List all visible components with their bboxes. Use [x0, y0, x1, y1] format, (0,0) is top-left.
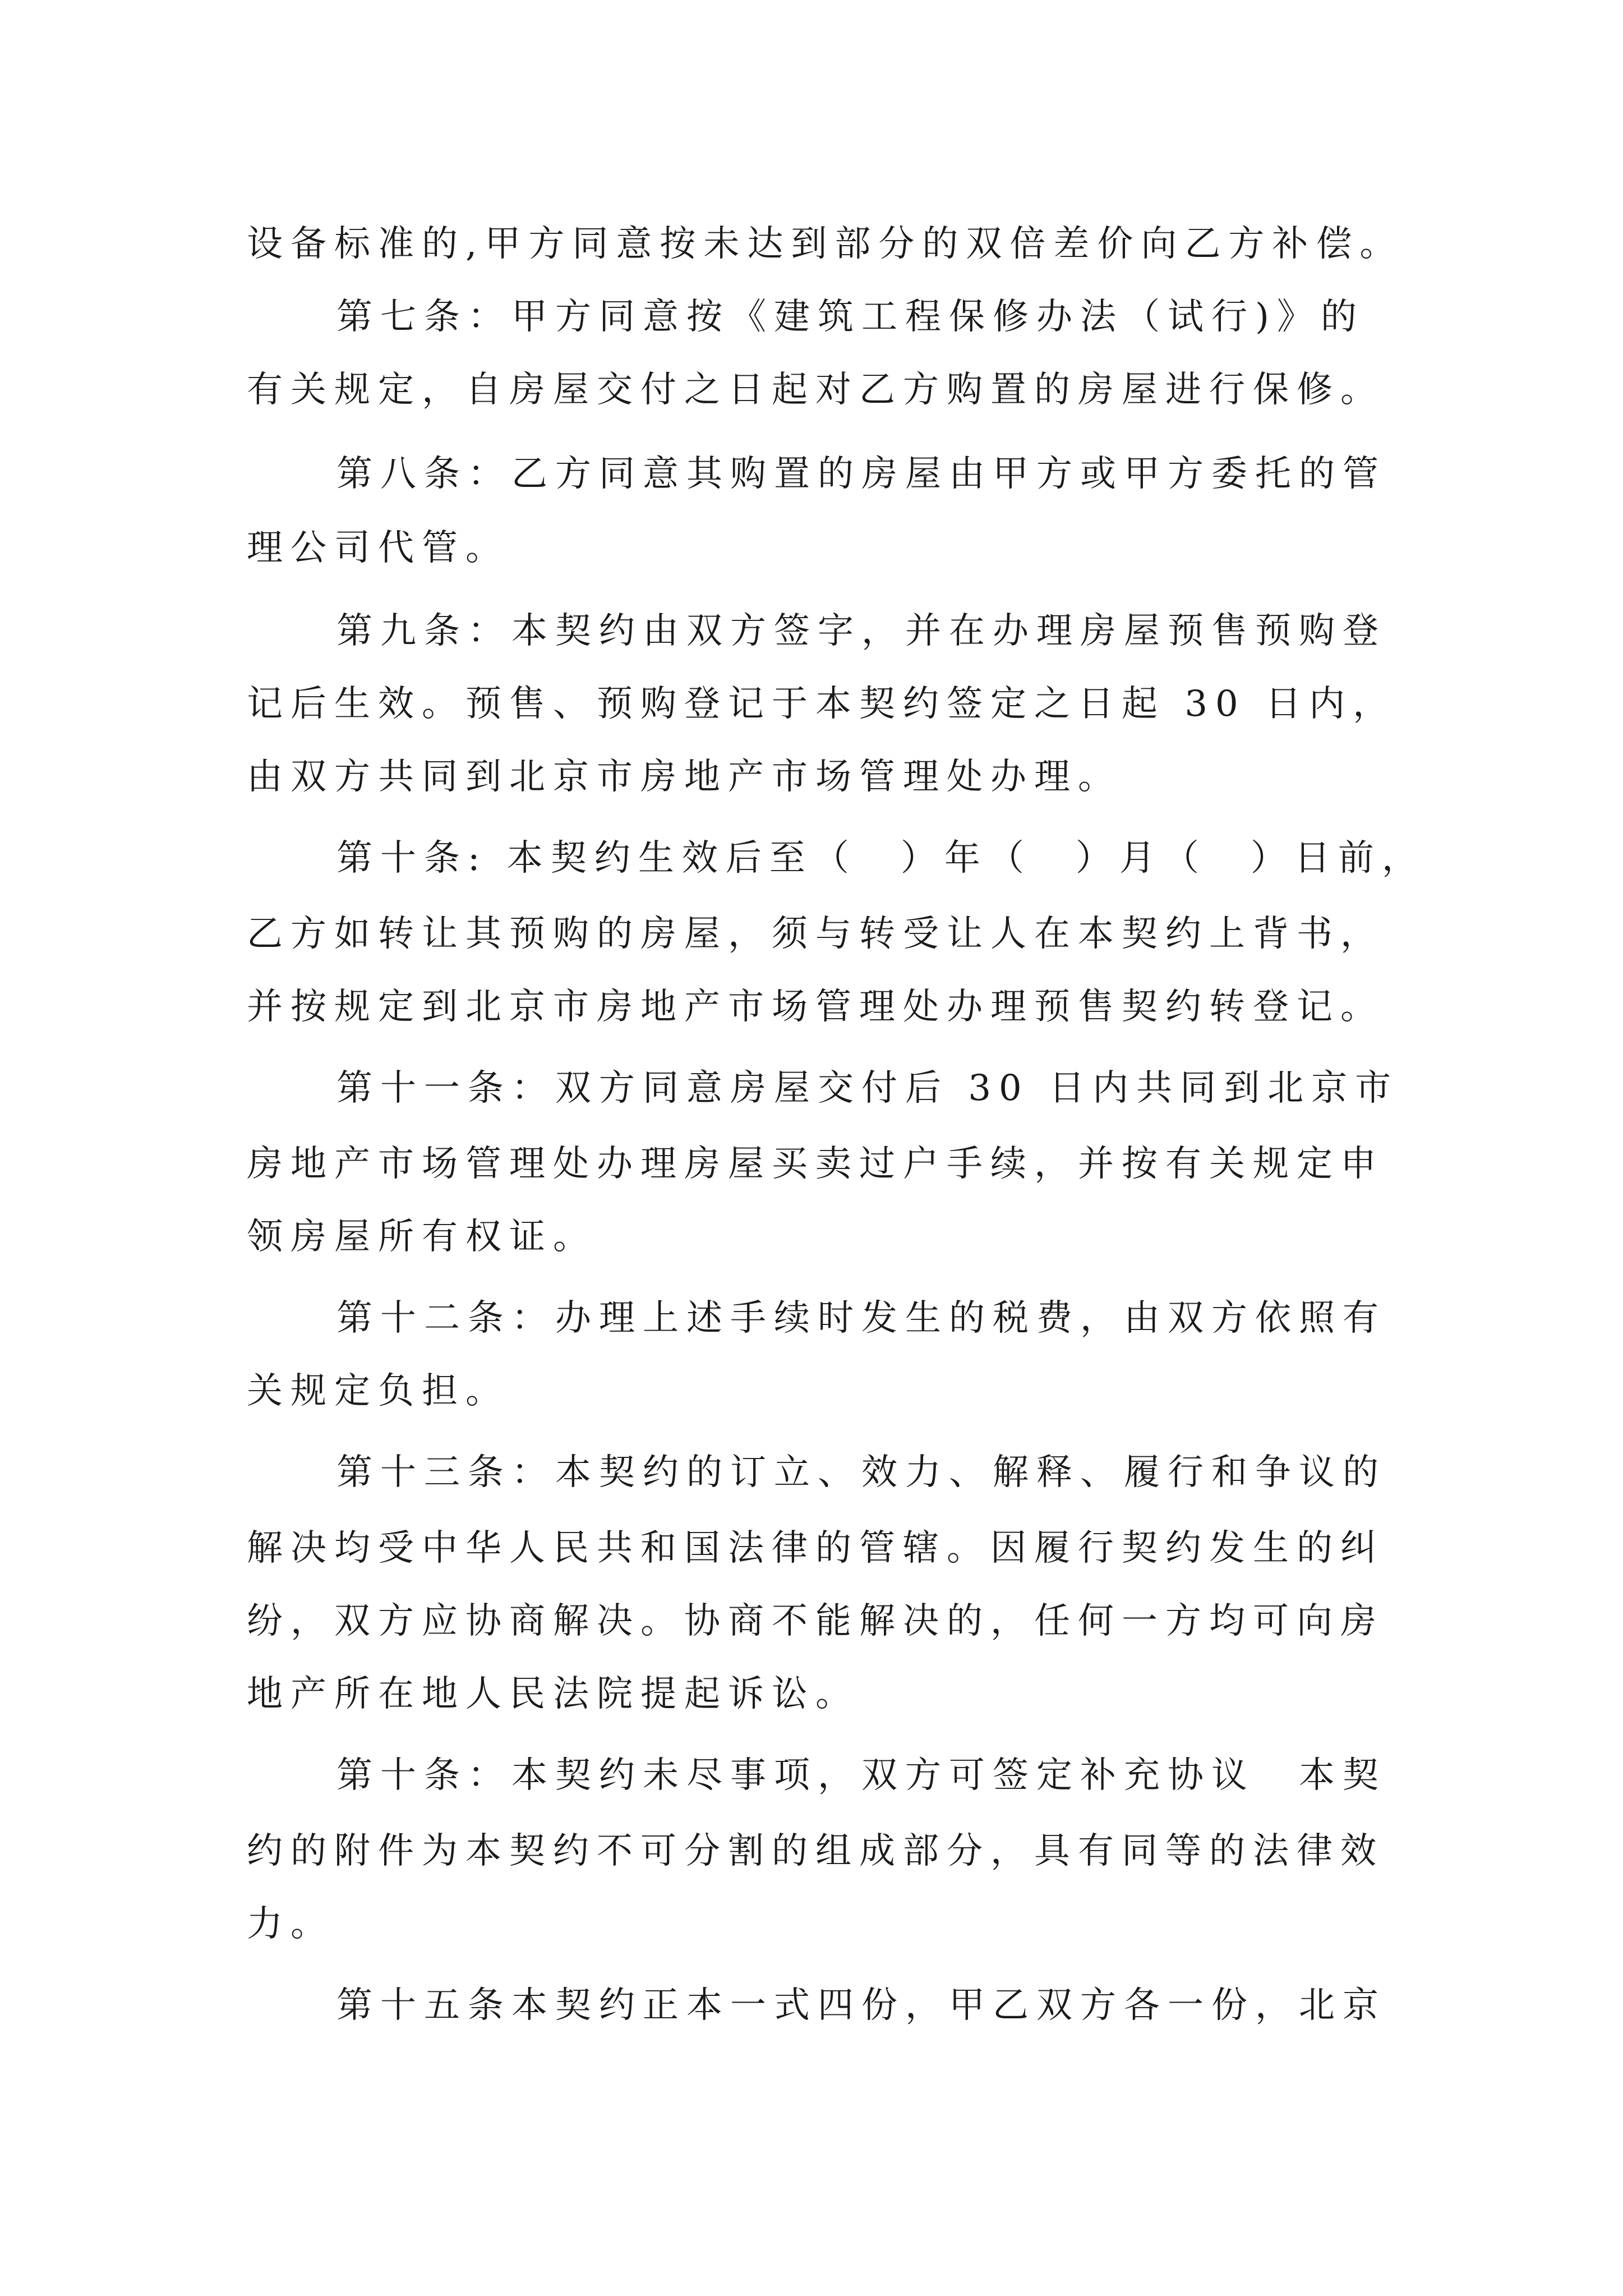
text-line: 第十三条：本契约的订立、效力、解释、履行和争议的	[336, 1452, 1386, 1493]
text-line: 房地产市场管理处办理房屋买卖过户手续，并按有关规定申	[247, 1143, 1384, 1185]
text-line: 解决均受中华人民共和国法律的管辖。因履行契约发生的纠	[247, 1527, 1384, 1569]
text-line: 第十一条：双方同意房屋交付后 30 日内共同到北京市	[336, 1068, 1399, 1109]
text-line: 纷，双方应协商解决。协商不能解决的，任何一方均可向房	[247, 1600, 1384, 1642]
text-line: 理公司代管。	[247, 527, 509, 569]
text-line: 第七条：甲方同意按《建筑工程保修办法（试行)》的	[336, 296, 1364, 338]
text-line: 第九条：本契约由双方签字，并在办理房屋预售预购登	[336, 610, 1386, 652]
text-line: 第十五条本契约正本一式四份，甲乙双方各一份，北京	[336, 1985, 1386, 2026]
text-line: 力。	[247, 1903, 334, 1945]
text-line: 第十条: 本契约生效后至（ ）年（ ）月（ ）日前，	[336, 838, 1426, 879]
text-line: 设备标准的,甲方同意按未达到部分的双倍差价向乙方补偿。	[247, 223, 1404, 265]
text-line: 乙方如转让其预购的房屋，须与转受让人在本契约上背书，	[247, 913, 1384, 955]
text-line: 地产所在地人民法院提起诉讼。	[247, 1673, 859, 1715]
text-line: 记后生效。预售、预购登记于本契约签定之日起 30 日内，	[247, 683, 1397, 725]
text-line: 第十条：本契约未尽事项，双方可签定补充协议 本契	[336, 1755, 1386, 1796]
text-line: 并按规定到北京市房地产市场管理处办理预售契约转登记。	[247, 986, 1384, 1028]
text-line: 第八条：乙方同意其购置的房屋由甲方或甲方委托的管	[336, 453, 1386, 495]
text-line: 约的附件为本契约不可分割的组成部分，具有同等的法律效	[247, 1830, 1384, 1872]
text-line: 领房屋所有权证。	[247, 1216, 597, 1258]
text-line: 有关规定，自房屋交付之日起对乙方购置的房屋进行保修。	[247, 369, 1384, 411]
text-line: 第十二条：办理上述手续时发生的税费，由双方依照有	[336, 1297, 1386, 1339]
text-line: 关规定负担。	[247, 1370, 509, 1412]
text-line: 由双方共同到北京市房地产市场管理处办理。	[247, 756, 1122, 798]
